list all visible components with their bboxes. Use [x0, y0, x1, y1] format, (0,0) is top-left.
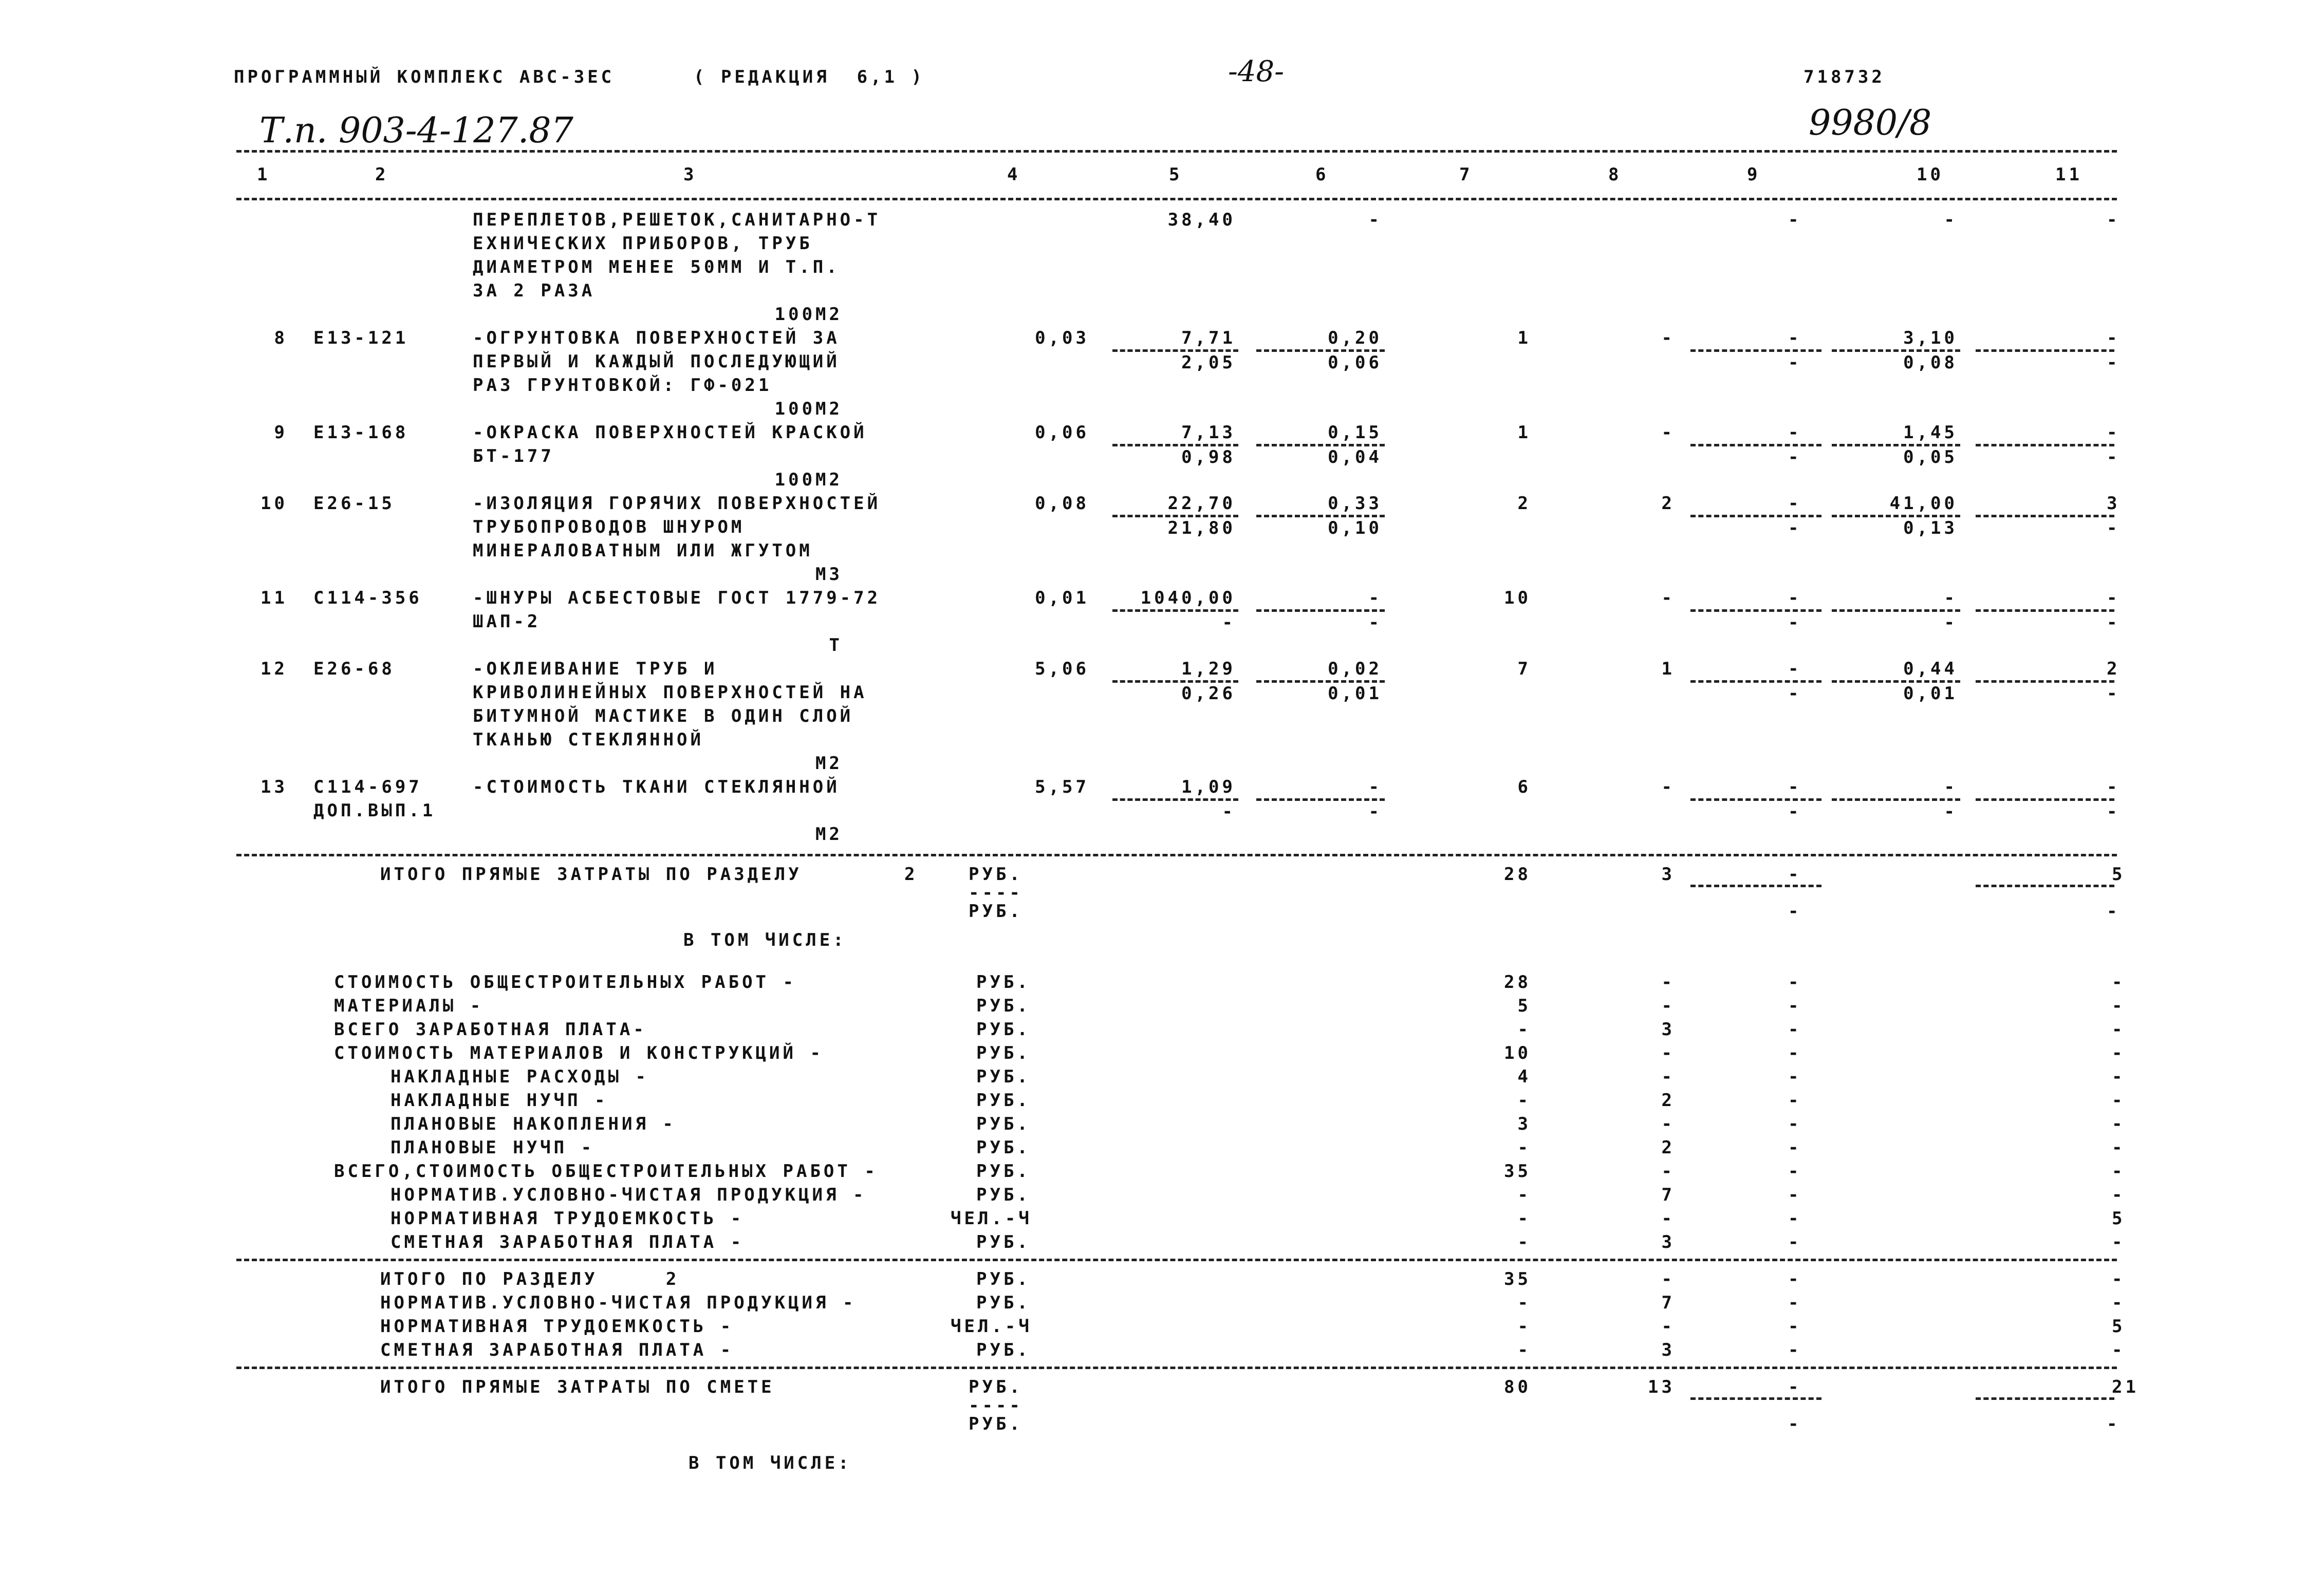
col10-value-b: -	[1944, 612, 1958, 633]
item-number: 10	[261, 493, 288, 514]
item-description-line: ЗА 2 РАЗА	[473, 280, 596, 301]
breakdown-label: МАТЕРИАЛЫ -	[334, 996, 484, 1016]
breakdown-col11: -	[2112, 1185, 2126, 1205]
including-label: В ТОМ ЧИСЛЕ:	[683, 930, 847, 950]
col10-value-b: -	[1944, 801, 1958, 822]
column-header-2: 2	[375, 164, 389, 185]
item-code: С114-697	[313, 777, 422, 797]
item-description-line: ЕХНИЧЕСКИХ ПРИБОРОВ, ТРУБ	[473, 233, 813, 254]
item-unit: М2	[815, 753, 843, 774]
totals-col8: 13	[1648, 1377, 1675, 1397]
col5-value: 7,13	[1181, 422, 1236, 443]
breakdown-unit: РУБ.	[976, 1090, 1031, 1111]
rule-top	[236, 150, 2117, 153]
col9-separator	[1690, 680, 1821, 683]
totals-unit-separator: ----	[969, 1395, 1023, 1416]
item-number: 12	[261, 659, 288, 679]
totals-col9-separator	[1690, 1397, 1821, 1400]
breakdown-col9: -	[1788, 1043, 1802, 1063]
col6-value-b: -	[1368, 801, 1382, 822]
col5-value-b: 2,05	[1181, 352, 1236, 373]
breakdown-label: ПЛАНОВЫЕ НУЧП -	[391, 1137, 595, 1158]
breakdown-col8: 2	[1661, 1090, 1675, 1111]
column-header-5: 5	[1169, 164, 1183, 185]
totals-label: ИТОГО ПРЯМЫЕ ЗАТРАТЫ ПО РАЗДЕЛУ	[380, 864, 802, 885]
totals-section: 2	[904, 864, 918, 885]
col5-value-b: 0,26	[1181, 683, 1236, 704]
totals-unit: РУБ.	[969, 1377, 1023, 1397]
totals-col11: 5	[2112, 864, 2126, 885]
col11-value-b: -	[2107, 518, 2121, 538]
col10-value: 1,45	[1903, 422, 1958, 443]
breakdown-unit: РУБ.	[976, 1161, 1031, 1182]
col9-value: -	[1788, 328, 1802, 348]
rule-before-estimate-total	[236, 1367, 2117, 1369]
col4-quantity: 0,08	[1035, 493, 1089, 514]
breakdown-unit: РУБ.	[976, 1114, 1031, 1134]
section-total-col7: -	[1517, 1340, 1531, 1360]
totals-unit: РУБ.	[969, 864, 1023, 885]
column-header-7: 7	[1459, 164, 1473, 185]
col7-value: 1	[1517, 422, 1531, 443]
col5-value: 22,70	[1167, 493, 1236, 514]
item-description-line: КРИВОЛИНЕЙНЫХ ПОВЕРХНОСТЕЙ НА	[473, 682, 867, 703]
col10-value: 0,44	[1903, 659, 1958, 679]
col11-value: -	[2107, 777, 2121, 797]
breakdown-col9: -	[1788, 1185, 1802, 1205]
col9-value-b: -	[1788, 518, 1802, 538]
breakdown-col7: -	[1517, 1090, 1531, 1111]
col7-value: 6	[1517, 777, 1531, 797]
breakdown-col8: -	[1661, 1161, 1675, 1182]
section-total-col8: -	[1661, 1316, 1675, 1337]
breakdown-col8: 7	[1661, 1185, 1675, 1205]
totals-col7: 28	[1504, 864, 1531, 885]
col6-separator	[1256, 609, 1385, 612]
item-code-extra: ДОП.ВЫП.1	[313, 800, 436, 821]
totals-col11-separator	[1976, 885, 2114, 887]
section-total-col7: -	[1517, 1293, 1531, 1313]
col10-value: -	[1944, 210, 1958, 230]
col5-separator	[1112, 609, 1238, 612]
breakdown-col7: 10	[1504, 1043, 1531, 1063]
column-header-6: 6	[1315, 164, 1329, 185]
col5-value-b: -	[1222, 801, 1236, 822]
item-unit: 100М2	[774, 304, 843, 325]
col10-separator	[1832, 515, 1960, 517]
section-total-col9: -	[1788, 1293, 1802, 1313]
col5-value: 7,71	[1181, 328, 1236, 348]
breakdown-col11: -	[2112, 1114, 2126, 1134]
item-number: 8	[274, 328, 288, 348]
breakdown-col9: -	[1788, 996, 1802, 1016]
section-total-label: ИТОГО ПО РАЗДЕЛУ 2	[380, 1269, 680, 1289]
breakdown-col8: 3	[1661, 1232, 1675, 1252]
program-name: ПРОГРАММНЫЙ КОМПЛЕКС АВС-ЗЕС	[234, 67, 615, 87]
item-number: 13	[261, 777, 288, 797]
breakdown-unit: РУБ.	[976, 1137, 1031, 1158]
program-edition: ( РЕДАКЦИЯ 6,1 )	[694, 67, 925, 87]
breakdown-col9: -	[1788, 1019, 1802, 1040]
item-description-line: -ОКЛЕИВАНИЕ ТРУБ И	[473, 659, 718, 679]
totals-col7: 80	[1504, 1377, 1531, 1397]
col9-separator	[1690, 349, 1821, 352]
breakdown-col9: -	[1788, 1161, 1802, 1182]
totals-col8: 3	[1661, 864, 1675, 885]
breakdown-unit: РУБ.	[976, 1067, 1031, 1087]
item-description-line: -ОКРАСКА ПОВЕРХНОСТЕЙ КРАСКОЙ	[473, 422, 867, 443]
item-number: 11	[261, 588, 288, 608]
section-total-col8: 7	[1661, 1293, 1675, 1313]
col10-separator	[1832, 680, 1960, 683]
totals-col9: -	[1788, 864, 1802, 885]
breakdown-label: СТОИМОСТЬ ОБЩЕСТРОИТЕЛЬНЫХ РАБОТ -	[334, 972, 796, 993]
col6-value: -	[1368, 210, 1382, 230]
item-description-line: ПЕРЕПЛЕТОВ,РЕШЕТОК,САНИТАРНО-Т	[473, 210, 881, 230]
column-header-1: 1	[257, 164, 271, 185]
column-header-8: 8	[1608, 164, 1622, 185]
col4-quantity: 0,01	[1035, 588, 1089, 608]
rule-before-totals	[236, 854, 2117, 856]
breakdown-col11: -	[2112, 972, 2126, 993]
col6-separator	[1256, 798, 1385, 801]
breakdown-col7: -	[1517, 1185, 1531, 1205]
breakdown-col9: -	[1788, 1232, 1802, 1252]
col5-separator	[1112, 444, 1238, 446]
item-description-line: ШАП-2	[473, 611, 541, 632]
section-total-col11: -	[2112, 1340, 2126, 1360]
breakdown-col9: -	[1788, 972, 1802, 993]
col6-separator	[1256, 515, 1385, 517]
col9-value: -	[1788, 422, 1802, 443]
item-unit: 100М2	[774, 399, 843, 419]
col7-value: 2	[1517, 493, 1531, 514]
col9-value-b: -	[1788, 683, 1802, 704]
item-code: Е26-15	[313, 493, 395, 514]
breakdown-label: НОРМАТИВ.УСЛОВНО-ЧИСТАЯ ПРОДУКЦИЯ -	[391, 1185, 867, 1205]
item-description-line: -СТОИМОСТЬ ТКАНИ СТЕКЛЯННОЙ	[473, 777, 840, 797]
document-code: 718732	[1804, 67, 1885, 87]
col5-value: 38,40	[1167, 210, 1236, 230]
breakdown-unit: РУБ.	[976, 1019, 1031, 1040]
col6-value: 0,02	[1328, 659, 1382, 679]
column-header-3: 3	[683, 164, 697, 185]
breakdown-col11: -	[2112, 996, 2126, 1016]
col6-value: -	[1368, 588, 1382, 608]
col9-value: -	[1788, 588, 1802, 608]
column-header-10: 10	[1917, 164, 1944, 185]
col8-value: -	[1661, 777, 1675, 797]
totals-label: ИТОГО ПРЯМЫЕ ЗАТРАТЫ ПО СМЕТЕ	[380, 1377, 775, 1397]
col8-value: 2	[1661, 493, 1675, 514]
col9-value-b: -	[1788, 801, 1802, 822]
breakdown-unit: РУБ.	[976, 972, 1031, 993]
item-description-line: ТРУБОПРОВОДОВ ШНУРОМ	[473, 517, 745, 537]
col6-value: 0,33	[1328, 493, 1382, 514]
breakdown-col8: -	[1661, 1067, 1675, 1087]
col11-value: -	[2107, 210, 2121, 230]
breakdown-col11: 5	[2112, 1208, 2126, 1229]
breakdown-label: ВСЕГО,СТОИМОСТЬ ОБЩЕСТРОИТЕЛЬНЫХ РАБОТ -	[334, 1161, 878, 1182]
totals-unit-separator: ----	[969, 883, 1023, 903]
col11-value: -	[2107, 588, 2121, 608]
breakdown-col11: -	[2112, 1019, 2126, 1040]
item-description-line: РАЗ ГРУНТОВКОЙ: ГФ-021	[473, 375, 772, 396]
col6-value-b: 0,10	[1328, 518, 1382, 538]
col6-value: -	[1368, 777, 1382, 797]
col9-value-b: -	[1788, 612, 1802, 633]
item-description-line: МИНЕРАЛОВАТНЫМ ИЛИ ЖГУТОМ	[473, 540, 813, 561]
section-total-col9: -	[1788, 1316, 1802, 1337]
section-total-unit: РУБ.	[976, 1340, 1031, 1360]
col5-value-b: 0,98	[1181, 447, 1236, 467]
breakdown-col7: 35	[1504, 1161, 1531, 1182]
col4-quantity: 5,06	[1035, 659, 1089, 679]
section-total-unit: ЧЕЛ.-Ч	[951, 1316, 1032, 1337]
breakdown-col9: -	[1788, 1137, 1802, 1158]
col5-separator	[1112, 798, 1238, 801]
breakdown-col9: -	[1788, 1090, 1802, 1111]
tp-number: Т.п. 903-4-127.87	[259, 110, 573, 151]
item-description-line: ПЕРВЫЙ И КАЖДЫЙ ПОСЛЕДУЮЩИЙ	[473, 351, 840, 372]
item-unit: М3	[815, 564, 843, 585]
totals-col11: 21	[2112, 1377, 2139, 1397]
item-code: Е13-121	[313, 328, 409, 348]
col9-value: -	[1788, 210, 1802, 230]
breakdown-col11: -	[2112, 1137, 2126, 1158]
col11-value: 2	[2107, 659, 2121, 679]
item-description-line: ДИАМЕТРОМ МЕНЕЕ 50ММ И Т.П.	[473, 257, 840, 277]
column-header-11: 11	[2055, 164, 2083, 185]
col11-value: -	[2107, 328, 2121, 348]
col9-value-b: -	[1788, 447, 1802, 467]
breakdown-col7: 3	[1517, 1114, 1531, 1134]
breakdown-col11: -	[2112, 1067, 2126, 1087]
section-total-col9: -	[1788, 1340, 1802, 1360]
section-total-col7: 35	[1504, 1269, 1531, 1289]
col11-separator	[1976, 798, 2114, 801]
col5-value-b: -	[1222, 612, 1236, 633]
col9-value-b: -	[1788, 352, 1802, 373]
col7-value: 10	[1504, 588, 1531, 608]
breakdown-col11: -	[2112, 1043, 2126, 1063]
breakdown-label: ПЛАНОВЫЕ НАКОПЛЕНИЯ -	[391, 1114, 676, 1134]
breakdown-unit: РУБ.	[976, 1232, 1031, 1252]
item-number: 9	[274, 422, 288, 443]
breakdown-col11: -	[2112, 1090, 2126, 1111]
breakdown-unit: РУБ.	[976, 1043, 1031, 1063]
including-label-2: В ТОМ ЧИСЛЕ:	[689, 1453, 852, 1473]
breakdown-col11: -	[2112, 1232, 2126, 1252]
breakdown-col9: -	[1788, 1067, 1802, 1087]
col5-value: 1,09	[1181, 777, 1236, 797]
col10-separator	[1832, 798, 1960, 801]
breakdown-label: СТОИМОСТЬ МАТЕРИАЛОВ И КОНСТРУКЦИЙ -	[334, 1043, 824, 1063]
col9-value: -	[1788, 659, 1802, 679]
col7-value: 7	[1517, 659, 1531, 679]
col10-value: -	[1944, 777, 1958, 797]
col11-value-b: -	[2107, 447, 2121, 467]
breakdown-unit: РУБ.	[976, 996, 1031, 1016]
item-code: Е13-168	[313, 422, 409, 443]
column-header-4: 4	[1007, 164, 1021, 185]
col4-quantity: 5,57	[1035, 777, 1089, 797]
rule-header	[236, 198, 2117, 200]
col6-value-b: 0,06	[1328, 352, 1382, 373]
col6-value-b: 0,01	[1328, 683, 1382, 704]
item-description-line: БИТУМНОЙ МАСТИКЕ В ОДИН СЛОЙ	[473, 706, 854, 726]
col11-separator	[1976, 609, 2114, 612]
totals-col11-b: -	[2107, 1414, 2121, 1434]
breakdown-col8: -	[1661, 1043, 1675, 1063]
col5-value: 1040,00	[1140, 588, 1236, 608]
col6-value-b: -	[1368, 612, 1382, 633]
col6-value-b: 0,04	[1328, 447, 1382, 467]
rule-before-section-total	[236, 1259, 2117, 1261]
col11-separator	[1976, 349, 2114, 352]
breakdown-unit: РУБ.	[976, 1185, 1031, 1205]
col6-separator	[1256, 444, 1385, 446]
col10-value-b: 0,13	[1903, 518, 1958, 538]
col9-separator	[1690, 444, 1821, 446]
col10-value-b: 0,08	[1903, 352, 1958, 373]
totals-unit-b: РУБ.	[969, 901, 1023, 922]
section-total-col8: 3	[1661, 1340, 1675, 1360]
col6-value: 0,20	[1328, 328, 1382, 348]
col4-quantity: 0,03	[1035, 328, 1089, 348]
col11-value: 3	[2107, 493, 2121, 514]
col9-separator	[1690, 609, 1821, 612]
item-unit: 100М2	[774, 470, 843, 490]
col5-separator	[1112, 680, 1238, 683]
item-description-line: -ШНУРЫ АСБЕСТОВЫЕ ГОСТ 1779-72	[473, 588, 881, 608]
breakdown-col9: -	[1788, 1208, 1802, 1229]
item-description-line: БТ-177	[473, 446, 554, 466]
breakdown-col7: -	[1517, 1137, 1531, 1158]
col8-value: -	[1661, 328, 1675, 348]
col6-separator	[1256, 349, 1385, 352]
col10-value: 41,00	[1889, 493, 1958, 514]
col11-value-b: -	[2107, 683, 2121, 704]
col10-value: 3,10	[1903, 328, 1958, 348]
breakdown-label: ВСЕГО ЗАРАБОТНАЯ ПЛАТА-	[334, 1019, 647, 1040]
breakdown-col8: -	[1661, 1208, 1675, 1229]
breakdown-col7: -	[1517, 1232, 1531, 1252]
column-header-9: 9	[1747, 164, 1761, 185]
col5-value-b: 21,80	[1167, 518, 1236, 538]
breakdown-label: НАКЛАДНЫЕ РАСХОДЫ -	[391, 1067, 649, 1087]
col5-value: 1,29	[1181, 659, 1236, 679]
item-code: Е26-68	[313, 659, 395, 679]
section-total-col9: -	[1788, 1269, 1802, 1289]
col10-separator	[1832, 349, 1960, 352]
section-total-col11: -	[2112, 1269, 2126, 1289]
col11-value-b: -	[2107, 352, 2121, 373]
col4-quantity: 0,06	[1035, 422, 1089, 443]
col10-separator	[1832, 609, 1960, 612]
section-total-col8: -	[1661, 1269, 1675, 1289]
col9-value: -	[1788, 777, 1802, 797]
item-code: С114-356	[313, 588, 422, 608]
breakdown-label: НАКЛАДНЫЕ НУЧП -	[391, 1090, 608, 1111]
totals-col11-separator	[1976, 1397, 2114, 1400]
breakdown-col7: -	[1517, 1019, 1531, 1040]
col5-separator	[1112, 515, 1238, 517]
col11-separator	[1976, 515, 2114, 517]
col8-value: -	[1661, 588, 1675, 608]
col10-value: -	[1944, 588, 1958, 608]
breakdown-unit: ЧЕЛ.-Ч	[951, 1208, 1032, 1229]
col10-value-b: 0,01	[1903, 683, 1958, 704]
col11-value-b: -	[2107, 801, 2121, 822]
col9-value: -	[1788, 493, 1802, 514]
totals-col11-b: -	[2107, 901, 2121, 922]
col11-value-b: -	[2107, 612, 2121, 633]
breakdown-label: СМЕТНАЯ ЗАРАБОТНАЯ ПЛАТА -	[391, 1232, 745, 1252]
section-total-col7: -	[1517, 1316, 1531, 1337]
breakdown-col8: -	[1661, 1114, 1675, 1134]
totals-col9-b: -	[1788, 901, 1802, 922]
col5-separator	[1112, 349, 1238, 352]
item-description-line: -ОГРУНТОВКА ПОВЕРХНОСТЕЙ ЗА	[473, 328, 840, 348]
breakdown-col8: 3	[1661, 1019, 1675, 1040]
item-description-line: -ИЗОЛЯЦИЯ ГОРЯЧИХ ПОВЕРХНОСТЕЙ	[473, 493, 881, 514]
col9-separator	[1690, 798, 1821, 801]
col6-separator	[1256, 680, 1385, 683]
totals-unit-b: РУБ.	[969, 1414, 1023, 1434]
breakdown-col7: 4	[1517, 1067, 1531, 1087]
section-total-unit: РУБ.	[976, 1293, 1031, 1313]
col9-separator	[1690, 515, 1821, 517]
breakdown-col8: 2	[1661, 1137, 1675, 1158]
totals-col9-separator	[1690, 885, 1821, 887]
col11-separator	[1976, 680, 2114, 683]
col6-value: 0,15	[1328, 422, 1382, 443]
section-total-col11: -	[2112, 1293, 2126, 1313]
breakdown-col7: 28	[1504, 972, 1531, 993]
breakdown-col9: -	[1788, 1114, 1802, 1134]
col8-value: -	[1661, 422, 1675, 443]
breakdown-col8: -	[1661, 996, 1675, 1016]
page-number: -48-	[1228, 55, 1285, 88]
section-total-col11: 5	[2112, 1316, 2126, 1337]
section-total-label: НОРМАТИВ.УСЛОВНО-ЧИСТАЯ ПРОДУКЦИЯ -	[380, 1293, 857, 1313]
section-total-label: НОРМАТИВНАЯ ТРУДОЕМКОСТЬ -	[380, 1316, 734, 1337]
sheet-number: 9980/8	[1809, 103, 1932, 143]
breakdown-col8: -	[1661, 972, 1675, 993]
col10-value-b: 0,05	[1903, 447, 1958, 467]
breakdown-col7: -	[1517, 1208, 1531, 1229]
totals-col9: -	[1788, 1377, 1802, 1397]
col8-value: 1	[1661, 659, 1675, 679]
totals-col9-b: -	[1788, 1414, 1802, 1434]
section-total-unit: РУБ.	[976, 1269, 1031, 1289]
col11-value: -	[2107, 422, 2121, 443]
item-unit: Т	[829, 635, 843, 656]
breakdown-col7: 5	[1517, 996, 1531, 1016]
section-total-label: СМЕТНАЯ ЗАРАБОТНАЯ ПЛАТА -	[380, 1340, 734, 1360]
col7-value: 1	[1517, 328, 1531, 348]
item-unit: М2	[815, 824, 843, 845]
col10-separator	[1832, 444, 1960, 446]
breakdown-label: НОРМАТИВНАЯ ТРУДОЕМКОСТЬ -	[391, 1208, 745, 1229]
col11-separator	[1976, 444, 2114, 446]
item-description-line: ТКАНЬЮ СТЕКЛЯННОЙ	[473, 729, 704, 750]
breakdown-col11: -	[2112, 1161, 2126, 1182]
